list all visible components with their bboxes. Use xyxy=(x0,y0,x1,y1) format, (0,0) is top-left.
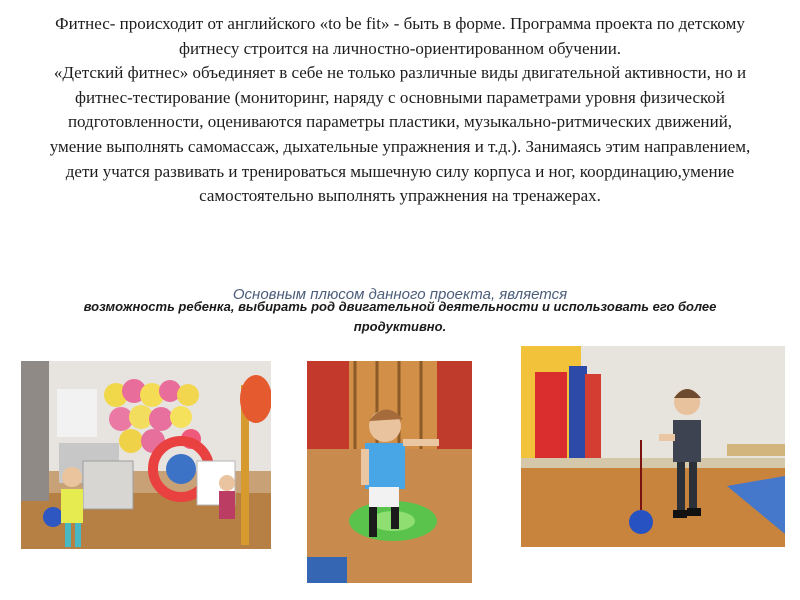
photo-boy-with-ball xyxy=(521,346,785,547)
main-text-block xyxy=(48,12,752,209)
paragraph-fitness-definition: Фитнес- происходит от английского «to be fit» - быть в форме. Программа проекта по детскому фитнесу строится на личностно-ориентированном обучении. xyxy=(55,14,745,58)
photo-child-balancing xyxy=(307,361,472,583)
highlight-lead: Основным плюсом данного проекта, является xyxy=(232,286,568,303)
paragraph-kids-fitness: «Детский фитнес» объединяет в себе не только различные виды двигательной активности, но и фитнес-тестирование (мониторинг, наряду с основными параметрами уровня физической подготовленности, оцениваются параметры пластики, музыкально-ритмических движений, умение выполнять самомассаж, дыхательные упражнения и т.д.). Занимаясь этим направлением, дети учатся развивать и тренироваться мышечную силу корпуса и ног, координацию,умение самостоятельно выполнять упражнения на тренажерах. xyxy=(49,63,751,206)
photo-playroom-balls xyxy=(21,361,271,549)
highlight-body: возможность ребенка, выбирать род двигательной деятельности и использовать его более продуктивно. xyxy=(83,299,717,334)
highlight-block xyxy=(40,286,760,337)
